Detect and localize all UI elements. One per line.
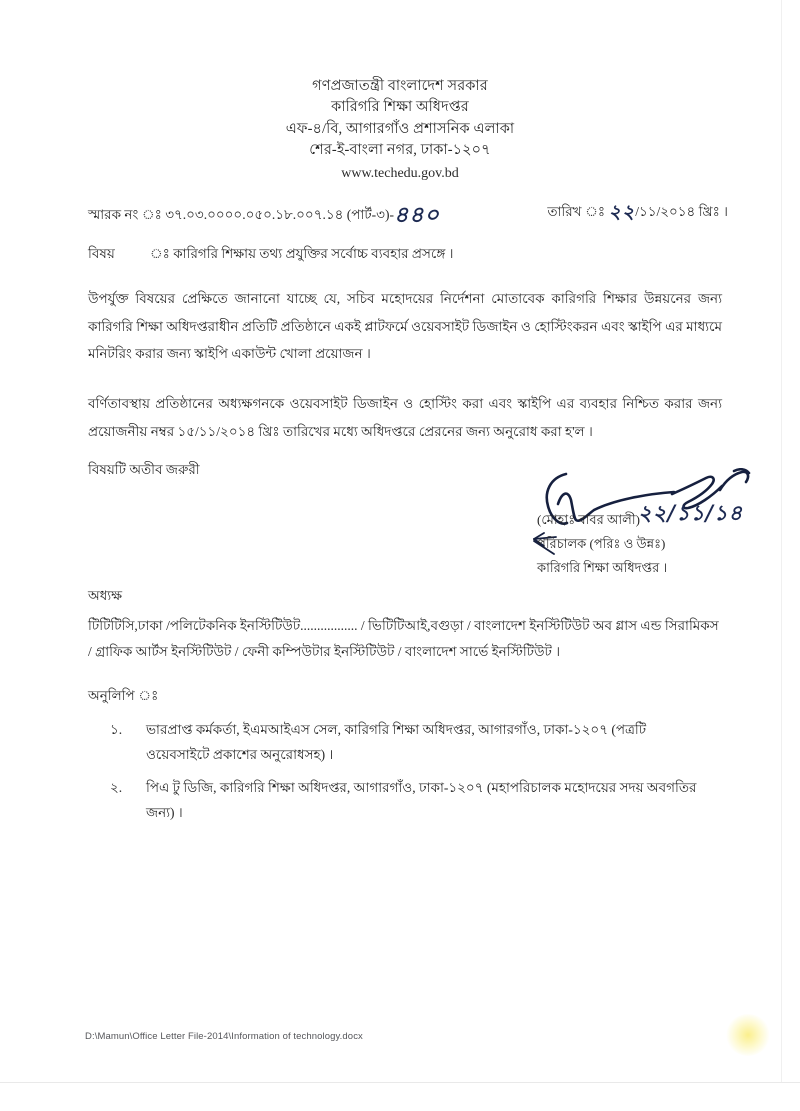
memo-number-group xyxy=(88,198,440,235)
copy-list xyxy=(110,718,712,834)
subject-row xyxy=(88,243,728,266)
copy-item-text: পিএ টু ডিজি, কারিগরি শিক্ষা অধিদপ্তর, আগারগাঁও, ঢাকা-১২০৭ (মহাপরিচালক মহোদয়ের সদয় অবগতির জন্য) । xyxy=(146,779,697,820)
memo-number-handwritten: ৪৪০ xyxy=(393,202,440,228)
recipient-line-1: টিটিটিসি,ঢাকা /পলিটেকনিক ইনস্টিটিউট................. / ভিটিটিআই,বগুড়া / বাংলাদেশ ইনস্টিটিউট অব গ্লাস এন্ড সিরামিকস xyxy=(88,618,719,633)
letterhead-website: www.techedu.gov.bd xyxy=(341,165,459,181)
signatory-designation: পরিচালক (পরিঃ ও উন্নঃ) xyxy=(537,536,666,552)
copy-list-item xyxy=(110,776,712,826)
recipient-label: অধ্যক্ষ xyxy=(88,588,123,603)
copy-item-text: ভারপ্রাপ্ত কর্মকর্তা, ইএমআইএস সেল, কারিগরি শিক্ষা অধিদপ্তর, আগারগাঁও, ঢাকা-১২০৭ (পত্রটি ওয়েবসাইটে প্রকাশের অনুরোধসহ) । xyxy=(146,722,647,762)
memo-date-group xyxy=(547,198,728,230)
memo-number-value: ৩৭.০৩.০০০০.০৫০.১৮.০০৭.১৪ (পার্ট-৩)- xyxy=(165,207,394,222)
subject-label: বিষয় xyxy=(88,246,115,261)
scan-edge-bottom xyxy=(0,1082,800,1083)
memo-date-label: তারিখ ঃ xyxy=(547,204,606,219)
copy-item-number: ১. xyxy=(110,722,123,737)
signatory-office: কারিগরি শিক্ষা অধিদপ্তর । xyxy=(537,560,668,576)
subject-colon: ঃ xyxy=(150,246,170,261)
copy-list-item xyxy=(110,718,712,768)
signatory-name: (মোহাঃ বাবর আলী) xyxy=(537,512,640,527)
body-paragraph-2: বর্ণিতাবস্থায় প্রতিষ্ঠানের অধ্যক্ষগনকে ওয়েবসাইট ডিজাইন ও হোস্টিং করা এবং স্কাইপি এর ব্যবহার নিশ্চিত করার জন্য প্রয়োজনীয় নম্বর ১৫/১১/২০১৪ খ্রিঃ তারিখের মধ্যে অধিদপ্তরে প্রেরনের জন্য অনুরোধ করা হ'ল । xyxy=(88,396,722,439)
signature-block xyxy=(537,508,667,580)
copy-item-number: ২. xyxy=(110,779,123,795)
memo-row xyxy=(88,196,728,228)
memo-number-label: স্মারক নং ঃ xyxy=(88,207,162,222)
recipient-line-2: / গ্রাফিক আর্টস ইনস্টিটিউট / ফেনী কম্পিউটার ইনস্টিটিউট / বাংলাদেশ সার্ভে ইনস্টিটিউট । xyxy=(88,644,561,660)
urgency-note: বিষয়টি অতীব জরুরী xyxy=(88,462,200,477)
copy-list-label: অনুলিপি ঃ xyxy=(88,688,159,703)
scan-smudge-artifact xyxy=(726,1014,770,1056)
signature-handwritten-date: ২২/১১/১৪ xyxy=(638,500,744,525)
footer-file-path: D:\Mamun\Office Letter File-2014\Information of technology.docx xyxy=(85,1031,363,1042)
memo-date-value: /১১/২০১৪ খ্রিঃ । xyxy=(635,204,728,219)
body-paragraph-1: উপর্যুক্ত বিষয়ের প্রেক্ষিতে জানানো যাচ্ছে যে, সচিব মহোদয়ের নির্দেশনা মোতাবেক কারিগরি শিক্ষার উন্নয়নের জন্য কারিগরি শিক্ষা অধিদপ্তরাধীন প্রতিটি প্রতিষ্ঠানে একই প্লাটফর্মে ওয়েবসাইট ডিজাইন ও হোস্টিংকরন এবং স্কাইপি এর মাধ্যমে মনিটরিং করার জন্য স্কাইপি একাউন্ট খোলা প্রয়োজন । xyxy=(88,291,722,362)
recipient-list xyxy=(88,613,722,666)
letterhead-government-line: গণপ্রজাতন্ত্রী বাংলাদেশ সরকার xyxy=(312,78,488,94)
subject-text: কারিগরি শিক্ষায় তথ্য প্রযুক্তির সর্বোচ্চ ব্যবহার প্রসঙ্গে । xyxy=(173,246,454,261)
letterhead-address-line-2: শের-ই-বাংলা নগর, ঢাকা-১২০৭ xyxy=(309,142,491,159)
letterhead xyxy=(0,76,800,185)
letterhead-directorate-line: কারিগরি শিক্ষা অধিদপ্তর xyxy=(331,99,469,116)
letterhead-address-line-1: এফ-৪/বি, আগারগাঁও প্রশাসনিক এলাকা xyxy=(285,120,515,137)
memo-date-handwritten-day: ২২ xyxy=(608,201,636,223)
